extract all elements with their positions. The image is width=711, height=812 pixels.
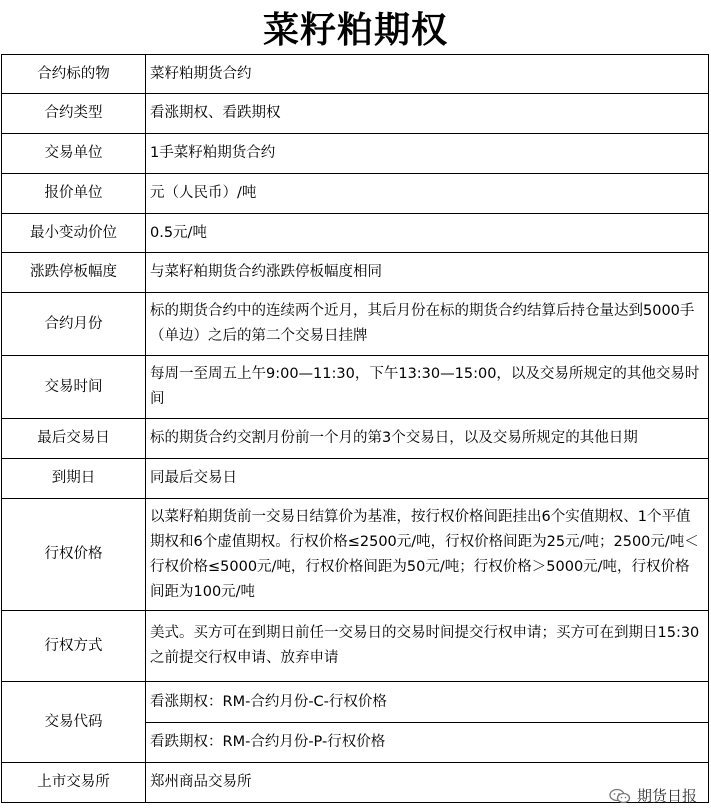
row-value: 标的期货合约交割月份前一个月的第3个交易日，以及交易所规定的其他日期 [146, 419, 709, 459]
table-row [2, 214, 709, 253]
page-title: 菜籽粕期权 [262, 9, 448, 51]
row-value: 看涨期权：RM-合约月份-C-行权价格 [146, 682, 709, 723]
table-row [2, 459, 709, 499]
row-label: 交易单位 [2, 134, 146, 174]
table-row [2, 611, 709, 682]
row-value: 看跌期权：RM-合约月份-P-行权价格 [146, 723, 709, 763]
row-value: 标的期货合约中的连续两个近月，其后月份在标的期货合约结算后持仓量达到5000手（单边）之后的第二个交易日挂牌 [146, 293, 709, 356]
watermark-text: 期货日报 [636, 787, 697, 805]
row-label: 合约标的物 [2, 55, 146, 94]
row-value: 每周一至周五上午9:00—11:30，下午13:30—15:00，以及交易所规定的其他交易时间 [146, 356, 709, 419]
row-value: 看涨期权、看跌期权 [146, 94, 709, 134]
table-row [2, 174, 709, 214]
watermark [609, 785, 697, 806]
row-value: 美式。买方可在到期日前任一交易日的交易时间提交行权申请；买方可在到期日15:30之前提交行权申请、放弃申请 [146, 611, 709, 682]
table-row [2, 499, 709, 611]
table-row [2, 763, 709, 803]
table-row [2, 55, 709, 94]
row-label: 最小变动价位 [2, 214, 146, 253]
row-value: 与菜籽粕期货合约涨跌停板幅度相同 [146, 253, 709, 293]
row-label: 合约月份 [2, 293, 146, 356]
row-label: 上市交易所 [2, 763, 146, 803]
row-label: 报价单位 [2, 174, 146, 214]
row-value: 同最后交易日 [146, 459, 709, 499]
row-label: 交易代码 [2, 682, 146, 763]
row-value: 元（人民币）/吨 [146, 174, 709, 214]
table-row [2, 293, 709, 356]
row-value: 郑州商品交易所 [146, 763, 709, 803]
table-row [2, 134, 709, 174]
row-value: 1手菜籽粕期货合约 [146, 134, 709, 174]
wechat-icon [609, 788, 631, 804]
table-row [2, 419, 709, 459]
row-label: 合约类型 [2, 94, 146, 134]
table-row [2, 253, 709, 293]
row-label: 涨跌停板幅度 [2, 253, 146, 293]
row-label: 最后交易日 [2, 419, 146, 459]
contract-spec-table [1, 54, 709, 803]
row-label: 行权方式 [2, 611, 146, 682]
table-row [2, 94, 709, 134]
row-label: 到期日 [2, 459, 146, 499]
row-value: 0.5元/吨 [146, 214, 709, 253]
row-label: 行权价格 [2, 499, 146, 611]
row-label: 交易时间 [2, 356, 146, 419]
table-row [2, 682, 709, 723]
row-value: 以菜籽粕期货前一交易日结算价为基准，按行权价格间距挂出6个实值期权、1个平值期权和6个虚值期权。行权价格≤2500元/吨，行权价格间距为25元/吨；2500元/吨＜行权价格≤5000元/吨，行权价格间距为50元/吨；行权价格＞5000元/吨，行权价格间距为100元/吨 [146, 499, 709, 611]
table-row [2, 356, 709, 419]
row-value: 菜籽粕期货合约 [146, 55, 709, 94]
